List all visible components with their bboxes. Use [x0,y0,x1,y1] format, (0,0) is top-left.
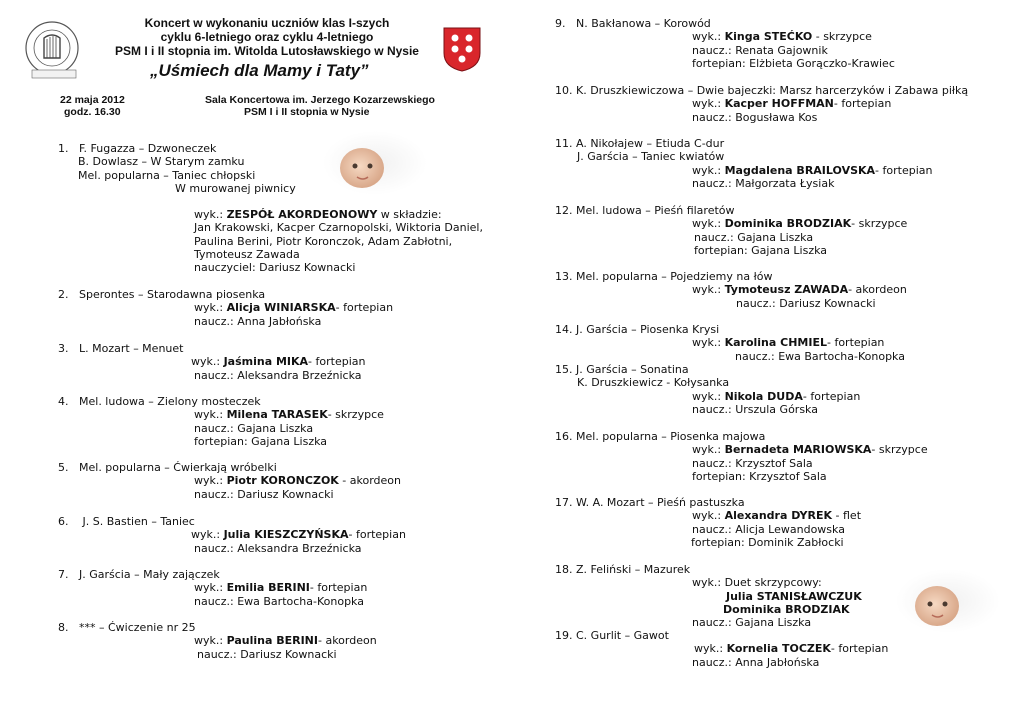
performer-name: Jaśmina MIKA [223,355,309,369]
program-item-19: 19. C. Gurlit – Gawot wyk.: Kornelia TOCZEK- fortepian naucz.: Anna Jabłońska [555,629,889,669]
program-item-13: 13. Mel. popularna – Pojedziemy na łów wyk.: Tymoteusz ZAWADA- akordeon naucz.: Dariusz Kownacki [555,270,907,310]
performer-name: Kinga STEĆKO [724,30,813,44]
program-item-14: 14. J. Garścia – Piosenka Krysi wyk.: Karolina CHMIEL- fortepian naucz.: Ewa Bartocha-Konopka [555,323,905,363]
performer-name: Tymoteusz ZAWADA [724,283,849,297]
performer-name: Karolina CHMIEL [724,336,827,350]
venue-line-2: PSM I i II stopnia w Nysie [244,106,370,118]
ensemble-block: wyk.: ZESPÓŁ AKORDEONOWY w składzie: Jan Krakowski, Kacper Czarnopolski, Wiktoria Daniel, Paulina Berini, Piotr Koronczok, Adam Zabłotni, Tymoteusz Zawada nauczyciel: Dariusz Kownacki [194,208,483,275]
program-item-6: 6. J. S. Bastien – Taniec wyk.: Julia KIESZCZYŃSKA- fortepian naucz.: Aleksandra Brzeźnicka [58,515,406,555]
concert-title: „Uśmiech dla Mamy i Taty” [150,61,369,80]
header-line-3: PSM I i II stopnia im. Witolda Lutosławskiego w Nysie [115,44,419,58]
concert-date: 22 maja 2012 [60,94,125,106]
program-item-3: 3. L. Mozart – Menuet wyk.: Jaśmina MIKA- fortepian naucz.: Aleksandra Brzeźnicka [58,342,366,382]
baby-photo [895,568,1001,634]
city-crest [443,27,481,72]
program-item-5: 5. Mel. popularna – Ćwierkają wróbelki wyk.: Piotr KORONCZOK - akordeon naucz.: Dariusz Kownacki [58,461,402,501]
program-item-18: 18. Z. Feliński – Mazurek wyk.: Duet skrzypcowy: Julia STANISŁAWCZUK Dominika BRODZIAK naucz.: Gajana Liszka [555,563,862,630]
program-item-9: 9. N. Bakłanowa – Korowód wyk.: Kinga STEĆKO - skrzypce naucz.: Renata Gajownik fortepian: Elżbieta Gorączko-Krawiec [555,17,895,70]
program-item-15: 15. J. Garścia – Sonatina K. Druszkiewicz - Kołysanka wyk.: Nikola DUDA- fortepian naucz.: Urszula Górska [555,363,861,416]
program-item-16: 16. Mel. popularna – Piosenka majowa wyk.: Bernadeta MARIOWSKA- skrzypce naucz.: Krzysztof Sala fortepian: Krzysztof Sala [555,430,928,483]
performer-name: Julia KIESZCZYŃSKA [223,528,349,542]
program-item-12: 12. Mel. ludowa – Pieśń filaretów wyk.: Dominika BRODZIAK- skrzypce naucz.: Gajana Liszka fortepian: Gajana Liszka [555,204,908,257]
header-line-1: Koncert w wykonaniu uczniów klas I-szych [144,16,390,30]
performer-name: Kacper HOFFMAN [724,97,834,111]
performer-name: Dominika BRODZIAK [723,602,850,616]
program-item-7: 7. J. Garścia – Mały zajączek wyk.: Emilia BERINI- fortepian naucz.: Ewa Bartocha-Konopka [58,568,368,608]
concert-time: godz. 16.30 [64,106,121,118]
header-line-2: cyklu 6-letniego oraz cyklu 4-letniego [160,30,374,44]
program-item-11: 11. A. Nikołajew – Etiuda C-dur J. Garścia – Taniec kwiatów wyk.: Magdalena BRAILOVSKA- fortepian naucz.: Małgorzata Łysiak [555,137,933,190]
baby-photo [322,130,428,196]
performer-name: Milena TARASEK [226,408,328,422]
performer-name: Alicja WINIARSKA [226,301,336,315]
venue-line-1: Sala Koncertowa im. Jerzego Kozarzewskiego [205,94,435,106]
performer-name: ZESPÓŁ AKORDEONOWY [226,208,378,221]
performer-name: Dominika BRODZIAK [724,217,852,231]
program-item-2: 2. Sperontes – Starodawna piosenka wyk.: Alicja WINIARSKA- fortepian naucz.: Anna Jabłońska [58,288,394,328]
performer-name: Bernadeta MARIOWSKA [724,443,872,457]
performer-name: Nikola DUDA [724,389,803,403]
performer-name: Magdalena BRAILOVSKA [724,163,876,177]
performer-name: Piotr KORONCZOK [226,474,339,488]
program-item-8: 8. *** – Ćwiczenie nr 25 wyk.: Paulina BERINI- akordeon naucz.: Dariusz Kownacki [58,621,377,661]
performer-name: Kornelia TOCZEK [726,642,831,656]
program-item-1: 1. F. Fugazza – Dzwoneczek B. Dowlasz – W Starym zamku Mel. popularna – Taniec chłopski W murowanej piwnicy [58,142,296,195]
performer-name: Julia STANISŁAWCZUK [726,589,862,603]
performer-name: Paulina BERINI [226,634,318,648]
program-item-10: 10. K. Druszkiewiczowa – Dwie bajeczki: Marsz harcerzyków i Zabawa piłką wyk.: Kacper HOFFMAN- fortepian naucz.: Bogusława Kos [555,84,969,124]
program-item-4: 4. Mel. ludowa – Zielony mosteczek wyk.: Milena TARASEK- skrzypce naucz.: Gajana Liszka fortepian: Gajana Liszka [58,395,384,448]
program-item-17: 17. W. A. Mozart – Pieśń pastuszka wyk.: Alexandra DYREK - flet naucz.: Alicja Lewandowska fortepian: Dominik Zabłocki [555,496,862,549]
school-logo [18,18,90,84]
performer-name: Emilia BERINI [226,581,310,595]
performer-name: Alexandra DYREK [724,509,833,523]
